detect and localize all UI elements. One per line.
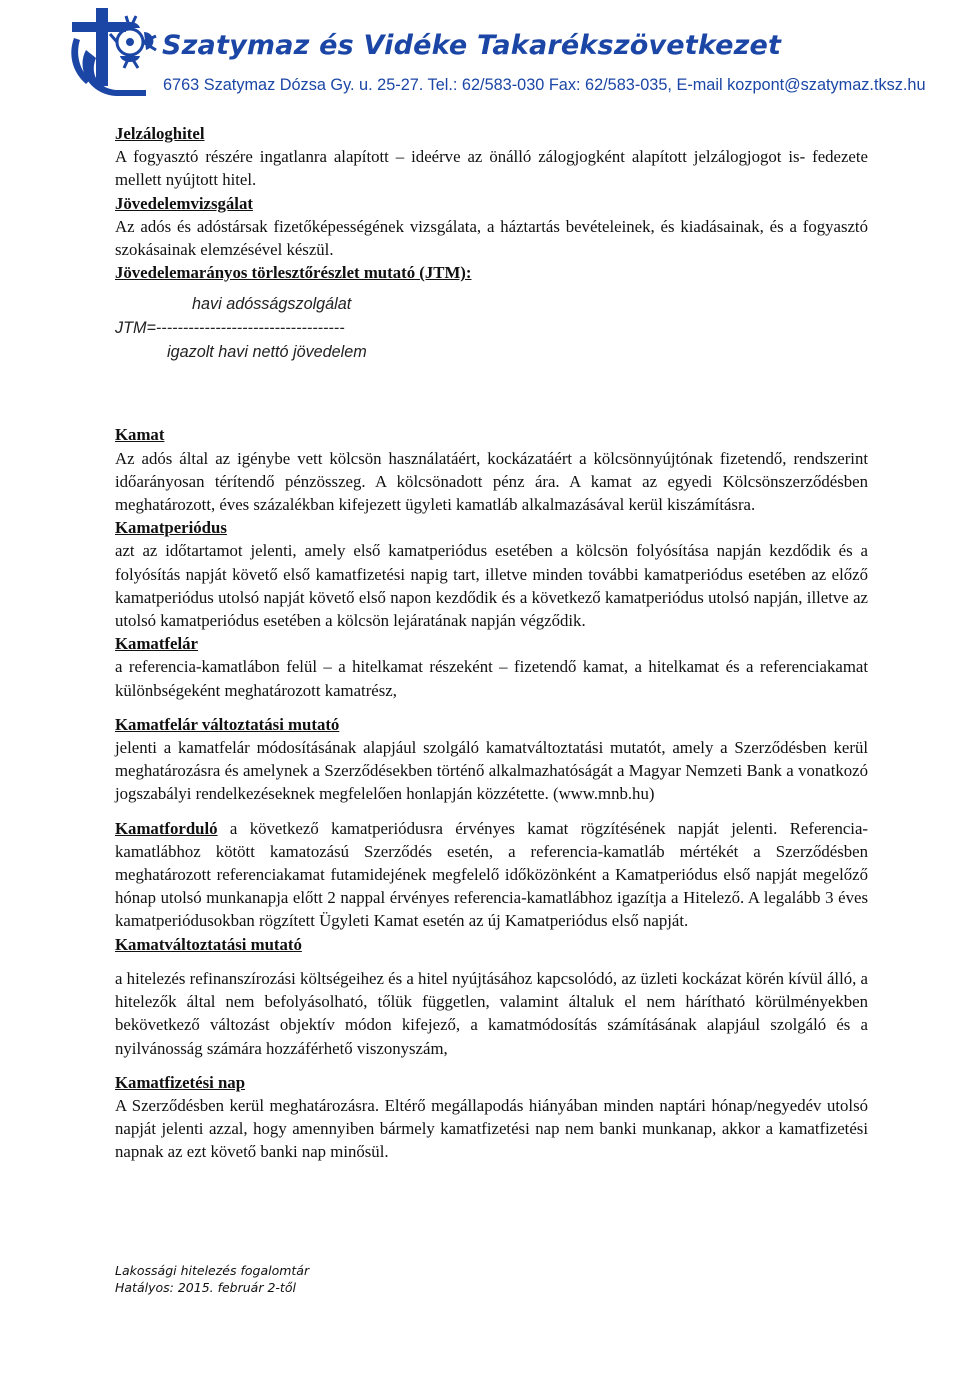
logo-icon: [66, 6, 166, 102]
section-text: A fogyasztó részére ingatlanra alapított – ideérve az önálló zálogjogként alapított jelzálogjogot is- fedezete mellett nyújtott hitel.: [115, 147, 868, 190]
section-heading: Kamatváltoztatási mutató: [115, 934, 302, 954]
jtm-formula: [115, 292, 868, 364]
bank-contact-line: 6763 Szatymaz Dózsa Gy. u. 25-27. Tel.: 62/583-030 Fax: 62/583-035, E-mail kozpont@szatymaz.tksz.hu: [163, 76, 926, 94]
section-text: Kamatforduló a következő kamatperiódusra érvényes kamat rögzítésének napját jelenti. Referencia-kamatlábhoz kötött kamatozású Szerződés esetén, a referencia-kamatláb mértékét a Szerződésben meghatározott referenciakamat futamidejének megfelelő időközönként a Kamatperiódus első napját megelőző hónap utolsó munkanapja előtt 2 nappal érvényes referencia-kamatlábhoz igazítja a Hitelező. A legalább 3 éves kamatperiódusokban rögzített Ügyleti Kamat esetén az új Kamatperiódus első napját.: [115, 818, 868, 931]
formula-denominator: igazolt havi nettó jövedelem: [167, 343, 367, 362]
section-heading: Kamatfizetési nap: [115, 1072, 246, 1092]
footer-title: Lakossági hitelezés fogalomtár: [115, 1263, 310, 1278]
section-text: a hitelezés refinanszírozási költségeihez és a hitel nyújtásához kapcsolódó, az üzleti kockázat körén kívül álló, a hitelezők által nem befolyásolható, tőlük független, valamint általuk el nem hárítható körülményekben bekövetkező változást objektív módon kifejező, a kamatmódosítás számításának alapjául szolgáló és a nyilvánosság számára hozzáférhető viszonyszám,: [115, 968, 868, 1058]
section-text: a referencia-kamatlábon felül – a hitelkamat részeként – fizetendő kamat, a hitelkamat és a referenciakamat különbségeként meghatározott kamatrész,: [115, 657, 868, 700]
section-heading: Jelzáloghitel: [115, 124, 205, 143]
section-heading: Kamatfelár: [115, 634, 198, 654]
section-text: azt az időtartamot jelenti, amely első kamatperiódus esetében a kölcsön folyósítása napján kezdődik és a folyósítás napját követő első kamatfizetési napig tart, illetve minden további kamatperiódus esetében az előző kamatperiódus utolsó napját követő első napon kezdődik és a következő kamatperiódus utolsó napján, illetve az utolsó kamatperiódus esetében a kölcsön lejáratának napján végződik.: [115, 541, 868, 631]
document-body: [115, 122, 868, 1164]
section-heading: Jövedelemvizsgálat: [115, 193, 253, 213]
section-heading: Jövedelemarányos törlesztőrészlet mutató (JTM):: [115, 263, 472, 283]
formula-numerator: havi adósságszolgálat: [192, 295, 352, 314]
section-heading: Kamatfelár változtatási mutató: [115, 714, 340, 734]
section-text: Az adós és adóstársak fizetőképességének vizsgálata, a háztartás bevételeinek, és kiadásainak, és a fogyasztó szokásainak elemzésével készül.: [115, 216, 868, 260]
footer: [115, 1262, 309, 1296]
section-text: jelenti a kamatfelár módosításának alapjául szolgáló kamatváltoztatási mutatót, amely a Szerződésben kerül meghatározásra és amelynek a Szerződésekben történő alkalmazhatóságát a Magyar Nemzeti Bank a vonatkozó jogszabályi rendelkezéseknek megfelelően honlapján közzétette. (www.mnb.hu): [115, 738, 868, 804]
footer-date: Hatályos: 2015. február 2-től: [115, 1280, 296, 1295]
section-heading: Kamatforduló: [115, 818, 218, 838]
bank-name: Szatymaz és Vidéke Takarékszövetkezet: [162, 30, 782, 61]
section-heading: Kamat: [115, 425, 165, 445]
section-text: Az adós által az igénybe vett kölcsön használatáért, kockázatáért a kölcsönnyújtónak fizetendő, rendszerint időarányosan térítendő pénzösszeg. A kölcsönadott pénz ára. A kamat az egyedi Kölcsönszerződésben meghatározott, éves százalékban kifejezett ügyleti kamatláb alkalmazásával kerül kiszámításra.: [115, 448, 868, 515]
formula-line: JTM=-----------------------------------: [115, 319, 345, 338]
section-heading: Kamatperiódus: [115, 518, 227, 538]
section-text: A Szerződésben kerül meghatározásra. Eltérő megállapodás hiányában minden naptári hónap/negyedév utolsó napját jelenti azzal, hogy amennyiben bármely kamatfizetési nap nem banki munkanap, akkor a kamatfizetési napnak az ezt követő banki nap minősül.: [115, 1095, 868, 1162]
